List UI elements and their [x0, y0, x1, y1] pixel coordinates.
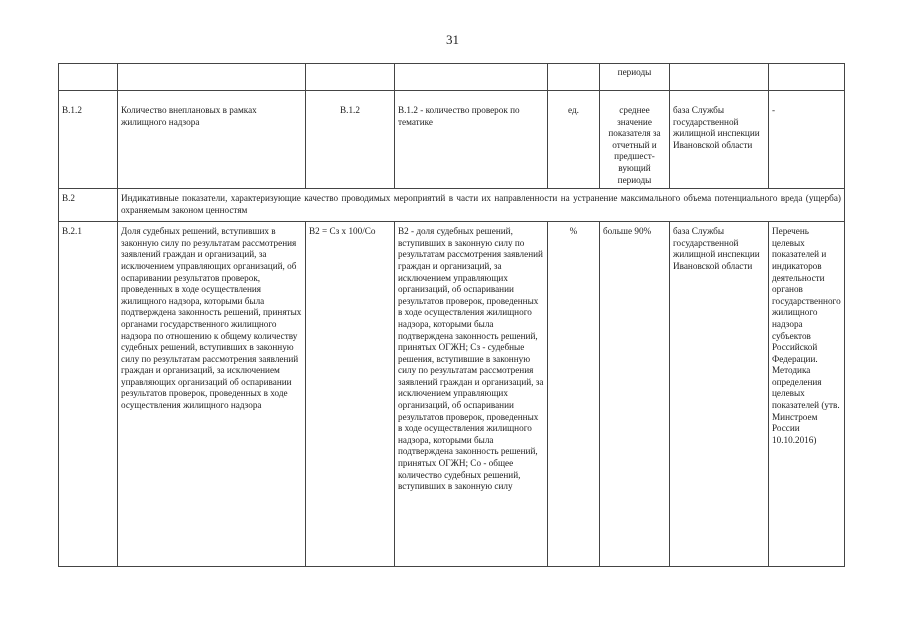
- cell-empty: [548, 64, 600, 91]
- indicators-table: [58, 63, 845, 567]
- cell-unit: ед.: [548, 91, 600, 189]
- cell-target: среднее значение показателя за отчетный и предшест-вующий периоды: [600, 91, 670, 189]
- cell-section-title: Индикативные показатели, характеризующие качество проводимых мероприятий в части их направленности на устранение максимального объема потенциального вреда (ущерба) охраняемым законом ценностям: [118, 189, 845, 222]
- table-row: [59, 91, 845, 189]
- cell-formula: В2 = Сз х 100/Со: [306, 222, 395, 567]
- table-row: [59, 64, 845, 91]
- cell-name: Количество внеплановых в рамках жилищного надзора: [118, 91, 306, 189]
- cell-empty: [118, 64, 306, 91]
- cell-target-continued: периоды: [600, 64, 670, 91]
- cell-empty: [769, 64, 845, 91]
- cell-code: В.2: [59, 189, 118, 222]
- cell-name: Доля судебных решений, вступивших в законную силу по результатам рассмотрения заявлений граждан и организаций, за исключением управляющих организаций, об оспаривании результатов проверок, проведенных в ходе осуществления жилищного надзора, которыми была подтверждена законность решений, принятых органами государственного жилищного надзора по отношению к общему количеству судебных решений, вступивших в законную силу по результатам рассмотрения заявлений граждан и организаций, за исключением управляющих организаций об оспаривании результатов проверок, проведенных в ходе осуществления жилищного надзора: [118, 222, 306, 567]
- cell-empty: [670, 64, 769, 91]
- cell-source: база Службы государственной жилищной инспекции Ивановской области: [670, 91, 769, 189]
- cell-note: Перечень целевых показателей и индикаторов деятельности органов государственного жилищного надзора субъектов Российской Федерации. Методика определения целевых показателей (утв. Минстроем России 10.10.2016): [769, 222, 845, 567]
- cell-code: В.1.2: [59, 91, 118, 189]
- cell-unit: %: [548, 222, 600, 567]
- cell-note: -: [769, 91, 845, 189]
- cell-empty: [306, 64, 395, 91]
- cell-definition: В.1.2 - количество проверок по тематике: [395, 91, 548, 189]
- cell-target: больше 90%: [600, 222, 670, 567]
- page-number: 31: [446, 32, 459, 47]
- cell-code: В.2.1: [59, 222, 118, 567]
- cell-formula: В.1.2: [306, 91, 395, 189]
- cell-definition: В2 - доля судебных решений, вступивших в законную силу по результатам рассмотрения заявлений граждан и организаций, за исключением управляющих организаций, об оспаривании результатов проверок, проведенных в ходе осуществления жилищного надзора, которыми была подтверждена законность решений, принятых ОГЖН; Сз - судебные решения, вступившие в законную силу по результатам рассмотрения заявлений граждан и организаций, за исключением управляющих организаций, об оспаривании результатов проверок, проведенных в ходе осуществления жилищного надзора, которыми была подтверждена законность решений, принятых ОГЖН; Со - общее количество судебных решений, вступивших в законную силу: [395, 222, 548, 567]
- table-row: [59, 189, 845, 222]
- cell-empty: [395, 64, 548, 91]
- cell-empty: [59, 64, 118, 91]
- table-row: [59, 222, 845, 567]
- cell-source: база Службы государственной жилищной инспекции Ивановской области: [670, 222, 769, 567]
